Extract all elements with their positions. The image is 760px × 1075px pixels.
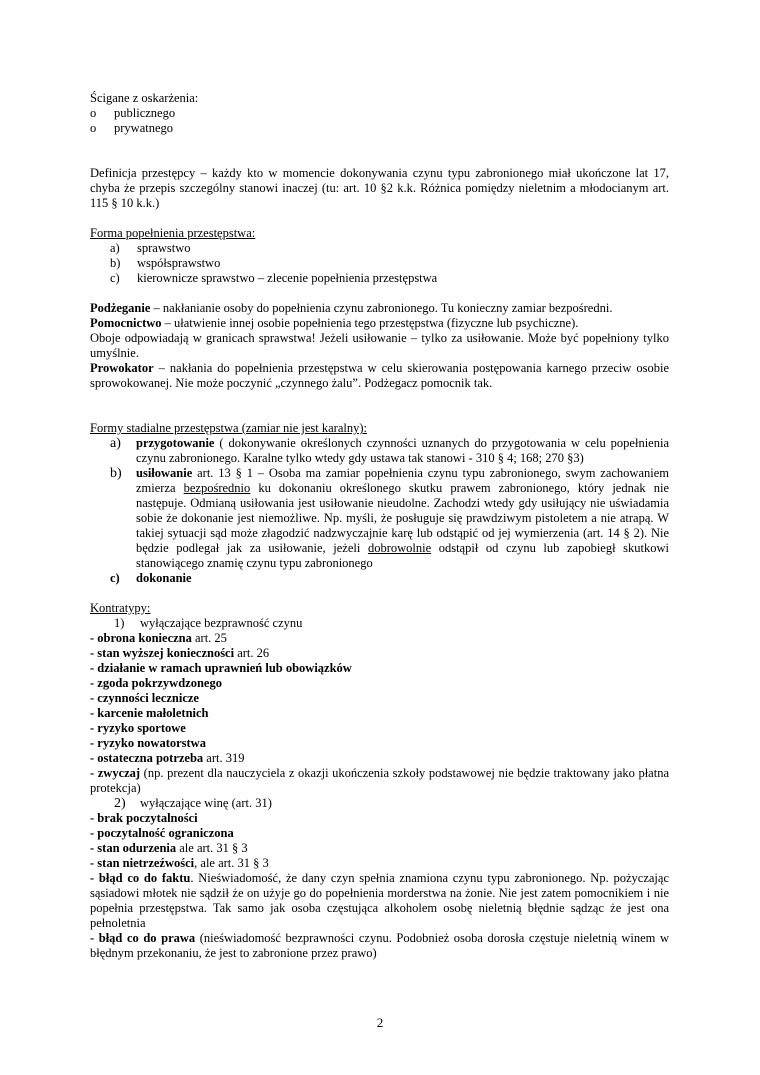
term: przygotowanie xyxy=(136,436,215,450)
list-item-text: prywatnego xyxy=(114,121,174,135)
term-note: art. 26 xyxy=(234,646,270,660)
term: - obrona konieczna xyxy=(90,631,192,645)
group-heading xyxy=(90,796,669,811)
term: - ostateczna potrzeba xyxy=(90,751,204,765)
group-heading xyxy=(90,616,669,631)
term-note: art. 25 xyxy=(191,631,227,645)
list-marker: 2) xyxy=(114,796,126,811)
list-item xyxy=(90,646,669,661)
formy-stadialne-list xyxy=(90,436,669,586)
term-definition: – ułatwienie innej osobie popełnienia tego przestępstwa (fizyczne lub psychiczne). xyxy=(161,316,579,330)
list-marker: c) xyxy=(110,271,120,285)
list-item xyxy=(90,811,669,826)
term: - błąd co do prawa xyxy=(90,931,196,945)
list-marker: b) xyxy=(110,466,122,481)
underlined-word: bezpośrednio xyxy=(183,481,251,495)
term-note: , ale art. 31 § 3 xyxy=(194,856,269,870)
list-marker: c) xyxy=(110,571,120,585)
oboje-paragraph: Oboje odpowiadają w granicach sprawstwa! Jeżeli usiłowanie – tylko za usiłowanie. Może być popełniony tylko umyślnie. xyxy=(90,331,669,360)
term: dokonanie xyxy=(136,571,192,585)
term-definition: (np. prezent dla nauczyciela z okazji ukończenia szkoły podstawowej nie będzie traktowany jako płatna protekcja) xyxy=(90,766,669,795)
term: - ryzyko nowatorstwa xyxy=(90,736,206,750)
list-item-text: sprawstwo xyxy=(137,241,191,255)
list-item xyxy=(90,721,669,736)
list-item xyxy=(90,676,669,691)
forma-list xyxy=(90,241,669,286)
section-heading: Forma popełnienia przestępstwa: xyxy=(90,226,256,240)
term: - brak poczytalności xyxy=(90,811,198,825)
list-item xyxy=(90,256,669,271)
section-heading: Kontratypy: xyxy=(90,601,151,615)
term: - działanie w ramach uprawnień lub obowiązków xyxy=(90,661,352,675)
kontratypy-list-2 xyxy=(90,811,669,871)
list-item xyxy=(90,871,669,931)
list-item xyxy=(90,466,669,571)
group-label: wyłączające winę (art. 31) xyxy=(140,796,272,810)
list-item xyxy=(90,661,669,676)
section-title: Ścigane z oskarżenia: xyxy=(90,91,199,105)
list-item xyxy=(90,706,669,721)
term: Prowokator xyxy=(90,361,154,375)
list-item xyxy=(90,736,669,751)
list-item xyxy=(90,631,669,646)
term: - karcenie małoletnich xyxy=(90,706,209,720)
prowokator-paragraph xyxy=(90,361,669,391)
underlined-word: dobrowolnie xyxy=(367,541,432,555)
list-item xyxy=(90,856,669,871)
pomocnictwo-paragraph xyxy=(90,316,669,331)
definition-paragraph: Definicja przestępcy – każdy kto w momencie dokonywania czynu typu zabronionego miał ukończone lat 17, chyba że przepis szczególny stanowi inaczej (tu: art. 10 §2 k.k. Różnica pomiędzy nieletnim a młodocianym art. 115 § 10 k.k.) xyxy=(90,166,669,210)
list-item xyxy=(90,241,669,256)
term-note: ale art. 31 § 3 xyxy=(176,841,248,855)
list-item xyxy=(90,826,669,841)
list-item xyxy=(90,691,669,706)
list-item xyxy=(90,271,669,286)
term-definition: – nakłanianie osoby do popełnienia czynu zabronionego. Tu konieczny zamiar bezpośredni. xyxy=(150,301,613,315)
document-page xyxy=(90,91,669,961)
list-item xyxy=(90,766,669,796)
section-heading: Formy stadialne przestępstwa (zamiar nie jest karalny): xyxy=(90,421,367,435)
list-item xyxy=(90,571,669,586)
list-item-text: współsprawstwo xyxy=(137,256,221,270)
list-item xyxy=(90,931,669,961)
text-run: odstąpił od czynu lub zapobiegł skutkowi stanowiącego znamię czynu typu zabronionego xyxy=(136,541,670,570)
bullet-marker: o xyxy=(90,106,97,120)
term-definition: ( dokonywanie określonych czynności uznanych do przygotowania w celu popełnienia czynu zabronionego. Karalne tylko wtedy gdy ustawa tak stanowi - 310 § 4; 168; 270 §3) xyxy=(136,436,669,465)
term: - stan nietrzeźwości xyxy=(90,856,195,870)
list-item xyxy=(90,841,669,856)
list-item-text: kierownicze sprawstwo – zlecenie popełnienia przestępstwa xyxy=(137,271,438,285)
term-definition: . Nieświadomość, że dany czyn spełnia znamiona czynu typu zabronionego. Np. pożyczając sąsiadowi młotek nie sądził że on użyje go do popełnienia morderstwa na żonie. Nie jest zatem pomocnikiem i nie popełnia przestępstwa. Tak samo jak osoba częstująca alkoholem osobę nieletnią błędnie sądząc że jest ona pełnoletnia xyxy=(90,871,669,930)
term: - zgoda pokrzywdzonego xyxy=(90,676,222,690)
term: - stan odurzenia xyxy=(90,841,177,855)
list-item xyxy=(90,751,669,766)
term-definition: – nakłania do popełnienia przestępstwa w celu skierowania postępowania karnego przeciw osobie sprowokowanej. Nie może poczynić „czynnego żalu”. Podżegacz pomocnik tak. xyxy=(90,361,669,390)
term-note: art. 319 xyxy=(203,751,245,765)
term: - poczytalność ograniczona xyxy=(90,826,234,840)
list-item-text: publicznego xyxy=(114,106,176,120)
kontratypy-list-1 xyxy=(90,631,669,766)
list-marker: b) xyxy=(110,256,121,270)
term: Pomocnictwo xyxy=(90,316,162,330)
page-number: 2 xyxy=(376,1015,384,1030)
term: - czynności lecznicze xyxy=(90,691,199,705)
list-marker: a) xyxy=(110,436,121,451)
podzeganie-paragraph xyxy=(90,301,669,316)
list-item xyxy=(90,121,669,136)
term: - ryzyko sportowe xyxy=(90,721,186,735)
list-item xyxy=(90,436,669,466)
term: usiłowanie xyxy=(136,466,193,480)
list-item xyxy=(90,106,669,121)
text-run: art. 13 § 1 – Osoba ma zamiar popełnienia czynu typu zabronionego, swym zachowaniem zmierza xyxy=(136,466,669,495)
term-definition: (nieświadomość bezprawności czynu. Podobnież osoba dorosła częstuje nieletnią winem w błędnym przekonaniu, że jest to zabronione przez prawo) xyxy=(90,931,669,960)
term: - zwyczaj xyxy=(90,766,141,780)
list-marker: a) xyxy=(110,241,120,255)
term: - stan wyższej konieczności xyxy=(90,646,235,660)
term: - błąd co do faktu xyxy=(90,871,191,885)
group-label: wyłączające bezprawność czynu xyxy=(140,616,303,630)
text-run: ku dokonaniu określonego skutku prawem zabronionego, który jednak nie następuje. Odmianą usiłowania jest usiłowanie nieudolne. Zachodzi wtedy gdy usiłujący nie uświadamia sobie że dokonanie jest niemożliwe. Np. myśli, że posługuje się prawdziwym pistoletem a nie atrapą. W takiej sytuacji sąd może złagodzić nadzwyczajnie karę lub odstąpić od jej wymierzenia (art. 14 § 2). Nie będzie podlegał jak za usiłowanie, jeżeli xyxy=(136,481,669,555)
term: Podżeganie xyxy=(90,301,151,315)
bullet-marker: o xyxy=(90,121,97,135)
list-marker: 1) xyxy=(114,616,125,630)
